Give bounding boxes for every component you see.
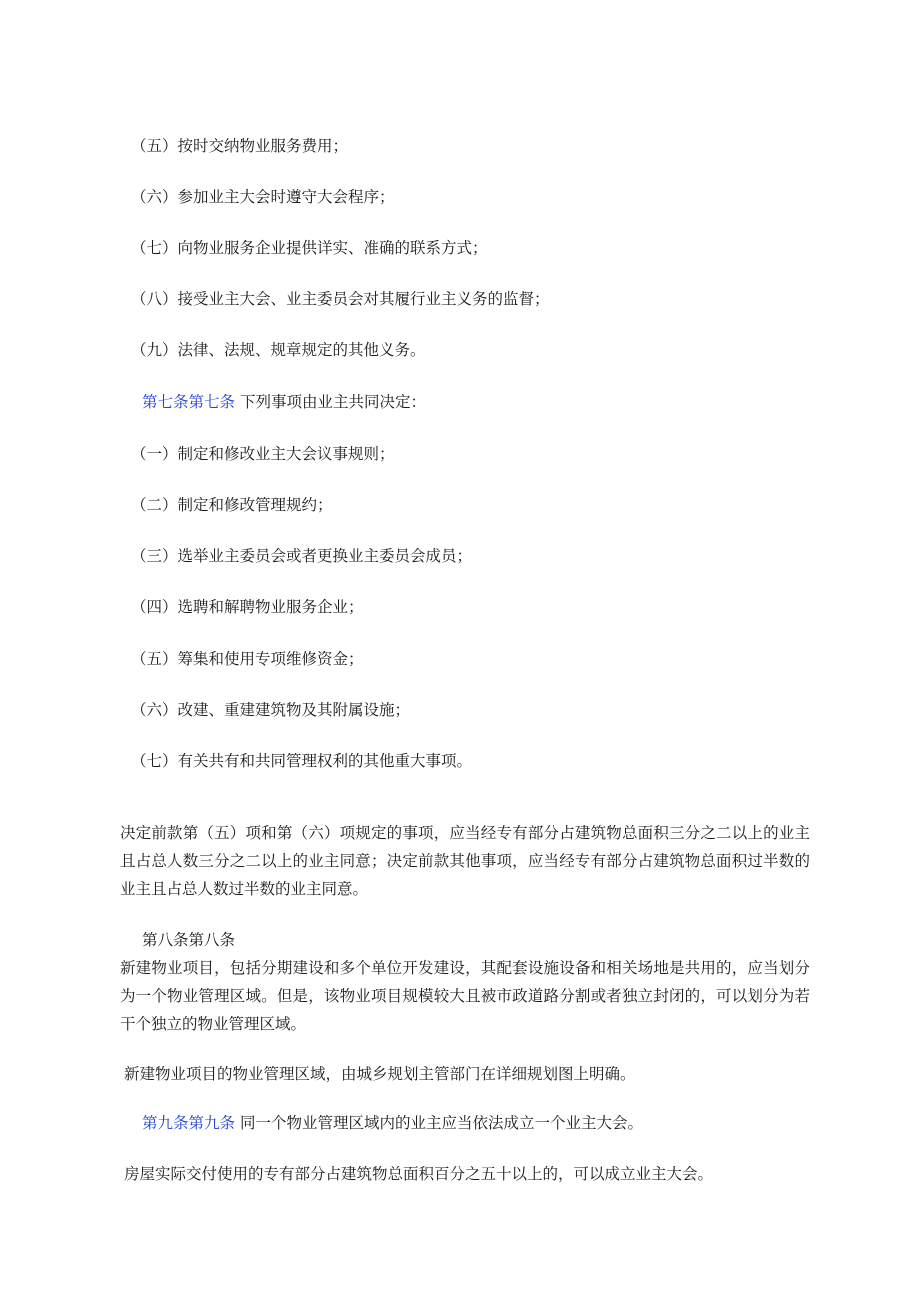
article-8-text: 新建物业项目，包括分期建设和多个单位开发建设，其配套设施设备和相关场地是共用的，应当划分为一个物业管理区域。但是，该物业项目规模较大且被市政道路分割或者独立封闭的，可以划分为若干个独立的物业管理区域。 bbox=[120, 959, 810, 1033]
decision-item-4: （四）选聘和解聘物业服务企业； bbox=[131, 598, 364, 616]
obligation-item-7: （七）向物业服务企业提供详实、准确的联系方式； bbox=[131, 239, 488, 257]
decision-item-3: （三）选举业主委员会或者更换业主委员会成员； bbox=[131, 547, 473, 565]
obligation-item-6: （六）参加业主大会时遵守大会程序； bbox=[131, 188, 395, 206]
article-9-note: 房屋实际交付使用的专有部分占建筑物总面积百分之五十以上的，可以成立业主大会。 bbox=[124, 1165, 714, 1183]
article-8-note: 新建物业项目的物业管理区域，由城乡规划主管部门在详细规划图上明确。 bbox=[124, 1065, 636, 1083]
decision-paragraph: 决定前款第（五）项和第（六）项规定的事项，应当经专有部分占建筑物总面积三分之二以上的业主且占总人数三分之二以上的业主同意；决定前款其他事项，应当经专有部分占建筑物总面积过半数的业主且占总人数过半数的业主同意。 bbox=[120, 824, 810, 898]
article-9-link[interactable]: 第九条第九条 bbox=[142, 1114, 236, 1132]
article-9-text: 同一个物业管理区域内的业主应当依法成立一个业主大会。 bbox=[235, 1114, 643, 1132]
decision-item-5: （五）筹集和使用专项维修资金； bbox=[131, 650, 364, 668]
article-7-link[interactable]: 第七条第七条 bbox=[142, 393, 236, 411]
decision-item-1: （一）制定和修改业主大会议事规则； bbox=[131, 445, 395, 463]
article-7-text: 下列事项由业主共同决定： bbox=[235, 393, 426, 411]
decision-item-6: （六）改建、重建建筑物及其附属设施； bbox=[131, 701, 411, 719]
article-8-link[interactable]: 第八条第八条 bbox=[142, 931, 236, 949]
article-9-heading bbox=[142, 1113, 643, 1133]
article-7-heading bbox=[142, 392, 426, 412]
obligation-item-8: （八）接受业主大会、业主委员会对其履行业主义务的监督； bbox=[131, 290, 550, 308]
obligation-item-9: （九）法律、法规、规章规定的其他义务。 bbox=[131, 341, 426, 359]
decision-item-7: （七）有关共有和共同管理权利的其他重大事项。 bbox=[131, 752, 473, 770]
obligation-item-5: （五）按时交纳物业服务费用； bbox=[131, 137, 349, 155]
decision-item-2: （二）制定和修改管理规约； bbox=[131, 496, 333, 514]
